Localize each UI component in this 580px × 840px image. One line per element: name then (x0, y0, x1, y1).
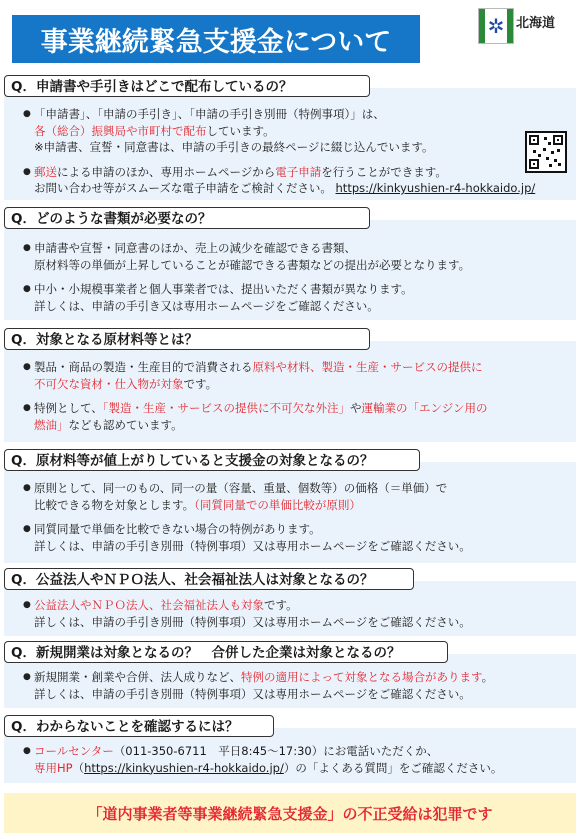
bullet-icon: ● (23, 284, 31, 294)
hokkaido-logo-icon: ✲ (478, 8, 514, 44)
question-price-rise: Q．原材料等が値上がりしていると支援金の対象となるの？ (4, 449, 420, 471)
bullet-icon: ● (23, 109, 31, 119)
list-item: ● 「申請書」、「申請の手引き」、「申請の手引き別冊（特例事項）」は、 各（総合）振興局や市町村で配布しています。 ※申請書、宣誓・同意書は、申請の手引きの最終ページに綴じ込んでいます。 (23, 107, 434, 154)
brand-name: 北海道 (516, 16, 556, 31)
list-item: ● 同質同量で単価を比較できない場合の特例があります。 詳しくは、申請の手引き別冊（特例事項）又は専用ホームページをご確認ください。 (23, 522, 471, 553)
page-title: 事業継続緊急支援金について (12, 15, 420, 63)
bullet-icon: ● (23, 362, 31, 372)
list-item: ● 公益法人やＮＰＯ法人、社会福祉法人も対象です。 詳しくは、申請の手引き別冊（特例事項）又は専用ホームページをご確認ください。 (23, 598, 471, 629)
question-contact: Q．わからないことを確認するには？ (4, 715, 274, 737)
fraud-warning-banner: 「道内事業者等事業継続緊急支援金」の不正受給は犯罪です (4, 793, 576, 833)
bullet-icon: ● (23, 672, 31, 682)
list-item: ● 製品・商品の製造・生産目的で消費される原料や材料、製造・生産・サービスの提供に 不可欠な資材・仕入物が対象です。 (23, 360, 483, 391)
list-item: ● 新規開業・創業や合併、法人成りなど、特例の適用によって対象となる場合があります。 詳しくは、申請の手引き別冊（特例事項）又は専用ホームページをご確認ください。 (23, 670, 494, 701)
homepage-link[interactable]: https://kinkyushien-r4-hokkaido.jp/ (335, 181, 536, 195)
bullet-icon: ● (23, 483, 31, 493)
list-item: ● 原則として、同一のもの、同一の量（容量、重量、個数等）の価格（＝単価）で 比較できる物を対象とします。（同質同量での単価比較が原則） (23, 481, 448, 512)
bullet-icon: ● (23, 524, 31, 534)
answer-panel-price-rise (4, 462, 576, 563)
bullet-icon: ● (23, 600, 31, 610)
list-item: ● 申請書や宣誓・同意書のほか、売上の減少を確認できる書類、 原材料等の単価が上昇していることが確認できる書類などの提出が必要となります。 (23, 241, 471, 272)
qr-code-icon (525, 131, 567, 173)
list-item: ● 郵送による申請のほか、専用ホームページから電子申請を行うことができます。 お問い合わせ等がスムーズな電子申請をご検討ください。 https://kinkyushien-r4-hokkaido.jp/ (23, 164, 536, 195)
bullet-icon: ● (23, 243, 31, 253)
list-item: ● 中小・小規模事業者と個人事業者では、提出いただく書類が異なります。 詳しくは、申請の手引き又は専用ホームページをご確認ください。 (23, 282, 413, 313)
question-new-business: Q．新規開業は対象となるの？ 合併した企業は対象となるの？ (4, 641, 448, 663)
homepage-link[interactable]: https://kinkyushien-r4-hokkaido.jp/ (84, 760, 284, 775)
list-item: ● 特例として、「製造・生産・サービスの提供に不可欠な外注」や運輸業の「エンジン用の 燃油」なども認めています。 (23, 401, 488, 432)
question-documents: Q．どのような書類が必要なの？ (4, 207, 370, 229)
bullet-icon: ● (23, 403, 31, 413)
question-public-corp: Q．公益法人やＮＰＯ法人、社会福祉法人は対象となるの？ (4, 568, 414, 590)
answer-panel-documents (4, 220, 576, 320)
answer-panel-materials (4, 341, 576, 442)
list-item: ● コールセンター（011-350-6711 平日8:45～17:30）にお電話いただくか、 専用HP（https://kinkyushien-r4-hokkaido.jp/）の「よくある質問」をご確認ください。 (23, 744, 503, 775)
bullet-icon: ● (23, 746, 31, 756)
answer-panel-distribution (4, 88, 576, 200)
question-materials: Q．対象となる原材料等とは？ (4, 328, 370, 350)
question-distribution: Q．申請書や手引きはどこで配布しているの？ (4, 75, 370, 97)
bullet-icon: ● (23, 166, 31, 177)
call-center-label: コールセンター (34, 744, 114, 758)
